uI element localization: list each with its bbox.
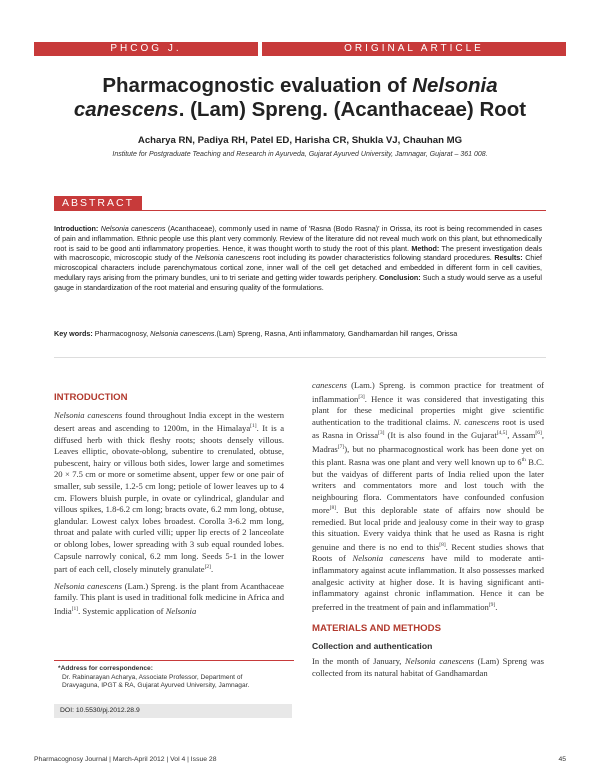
intro-paragraph-1: Nelsonia canescens found throughout India except in the western desert areas and ascending to 1200m, in the Himalaya[1]. It is a diffused herb with thick fleshy roots; shoots densely villous. Leaves elliptic, obovate-oblong, subentire to crenulated, obtuse, pubescent, hairy or villous both sides, lower large and sometimes 20 × 7.5 cm or more or sometime absent, upper few or one pair of smaller, sub sessile, 1.2-5 cm long; petiole of lower leaves up to 4 cm. Flowers bluish purple, in ovate or cylindrical, glandular and villous spikes, 1.8-6.2 cm long; bracts ovate, 6.2 mm long, obtuse, glandular. Lowest calyx lobes broadest. Corolla 3-6.2 mm long, throat and palate with curled villi; upper lip erects of 2 lanceolate or oblong lobes, lower spreading with 3 sub equal rounded lobes. Capsule narrowly conical, 6.2 mm long. Seeds 5-1 in the lower part of each cell, closely minutely granulate[2].: [54, 409, 285, 575]
journal-header-bar: [34, 42, 566, 56]
correspondence-line-2: Dravyaguna, IPGT & RA, Gujarat Ayurved University, Jamnagar.: [62, 682, 250, 690]
footer-journal-info: Pharmacognosy Journal | March-April 2012 | Vol 4 | Issue 28: [34, 756, 217, 763]
collection-paragraph: In the month of January, Nelsonia canescens (Lam) Spreng was collected from its natural habitat of Gandhamardan: [312, 656, 544, 679]
intro-paragraph-2: Nelsonia canescens (Lam.) Spreng. is the plant from Acanthaceae family. This plant is used in traditional folk medicine in Africa and India[1]. Systemic application of Nelsonia: [54, 580, 284, 616]
right-column: [312, 380, 544, 685]
section-tag: ORIGINAL ARTICLE: [262, 42, 566, 56]
collection-subheading: Collection and authentication: [312, 640, 433, 651]
abstract-heading: ABSTRACT: [54, 196, 142, 211]
keywords: Key words: Pharmacognosy, Nelsonia canescens.(Lam) Spreng, Rasna, Anti inflammatory, Gandhamardan hill ranges, Orissa: [54, 329, 458, 338]
correspondence-heading: *Address for correspondence:: [58, 665, 153, 672]
left-column: [54, 392, 284, 622]
affiliation: Institute for Postgraduate Teaching and Research in Ayurveda, Gujarat Ayurved University, Jamnagar, Gujarat – 361 008.: [112, 151, 488, 158]
author-list: Acharya RN, Padiya RH, Patel ED, Harisha CR, Shukla VJ, Chauhan MG: [137, 135, 463, 146]
correspondence-line-1: Dr. Rabinarayan Acharya, Associate Professor, Department of: [62, 673, 243, 681]
article-title: Pharmacognostic evaluation of Nelsonia canescens. (Lam) Spreng. (Acanthaceae) Root: [73, 74, 527, 121]
introduction-heading: INTRODUCTION: [54, 392, 128, 403]
doi: DOI: 10.5530/pj.2012.28.9: [54, 704, 292, 718]
intro-paragraph-continued: canescens (Lam.) Spreng. is common practice for treatment of inflammation[3]. Hence it was considered that investigating this plant for these medicinal properties might give scientific authentication to the traditional claims. N. canescens root is used as Rasna in Orissa[3] (It is also found in the Gujarat[4,5], Assam[6], Madras[7]), but no pharmacognostical work has been done yet on this plant. Rasna was one plant and very well known up to 6th B.C. but the vaidyas of different parts of India relied upon the later writers and commentators more and lost touch with the neighbouring flora. Commentators have confounded confusion more[8]. But this deplorable state of affairs now should be remedied. But local pride and jealousy come in their way to grasp this situation. Every vaidya think that he used as Rasna is right genuine and there is no end to this[8]. Recent studies shows that Roots of Nelsonia canescens have mild to moderate anti-inflammatory against acute inflammation. It also possesses marked analgesic activity at higher dose. It is having significant anti-inflammatory against chronic inflammation. Hence it can be preferred in the treatment of pain and inflammation[9].: [312, 380, 545, 612]
section-divider: [54, 357, 546, 358]
page-footer: [34, 756, 566, 763]
materials-methods-heading: MATERIALS AND METHODS: [312, 623, 441, 635]
abstract-body: Introduction: Nelsonia canescens (Acanthaceae), commonly used in name of 'Rasna (Bodo Rasna)' in Orissa, its root is being recommended in cases of pain and inflammation. Ethnic people use this plant very commonly. Review of the literature did not reveal much work on this plant, but ethnomedically root is said to be good anti inflammatory properties. Hence, it was thought worth to study the root of this plant. Method: The present investigation deals with macroscopic, microscopic study of the Nelsonia canescens root including its powder characteristics following standard procedures. Results: Chief microscopical characters include parenchymatous cortical zone, inner wall of the cell get detached and embedded in different form in cell cavities, medullary rays arising from the primary bundles, uni to tri seriate and getting wider towards periphery. Conclusion: Such a study would serve as a useful gauge in standardization of the root material and ensuring quality of the formulations.: [54, 224, 543, 292]
abstract-rule: [54, 210, 546, 211]
journal-tag: PHCOG J.: [34, 42, 258, 56]
page-number: 45: [558, 756, 566, 763]
